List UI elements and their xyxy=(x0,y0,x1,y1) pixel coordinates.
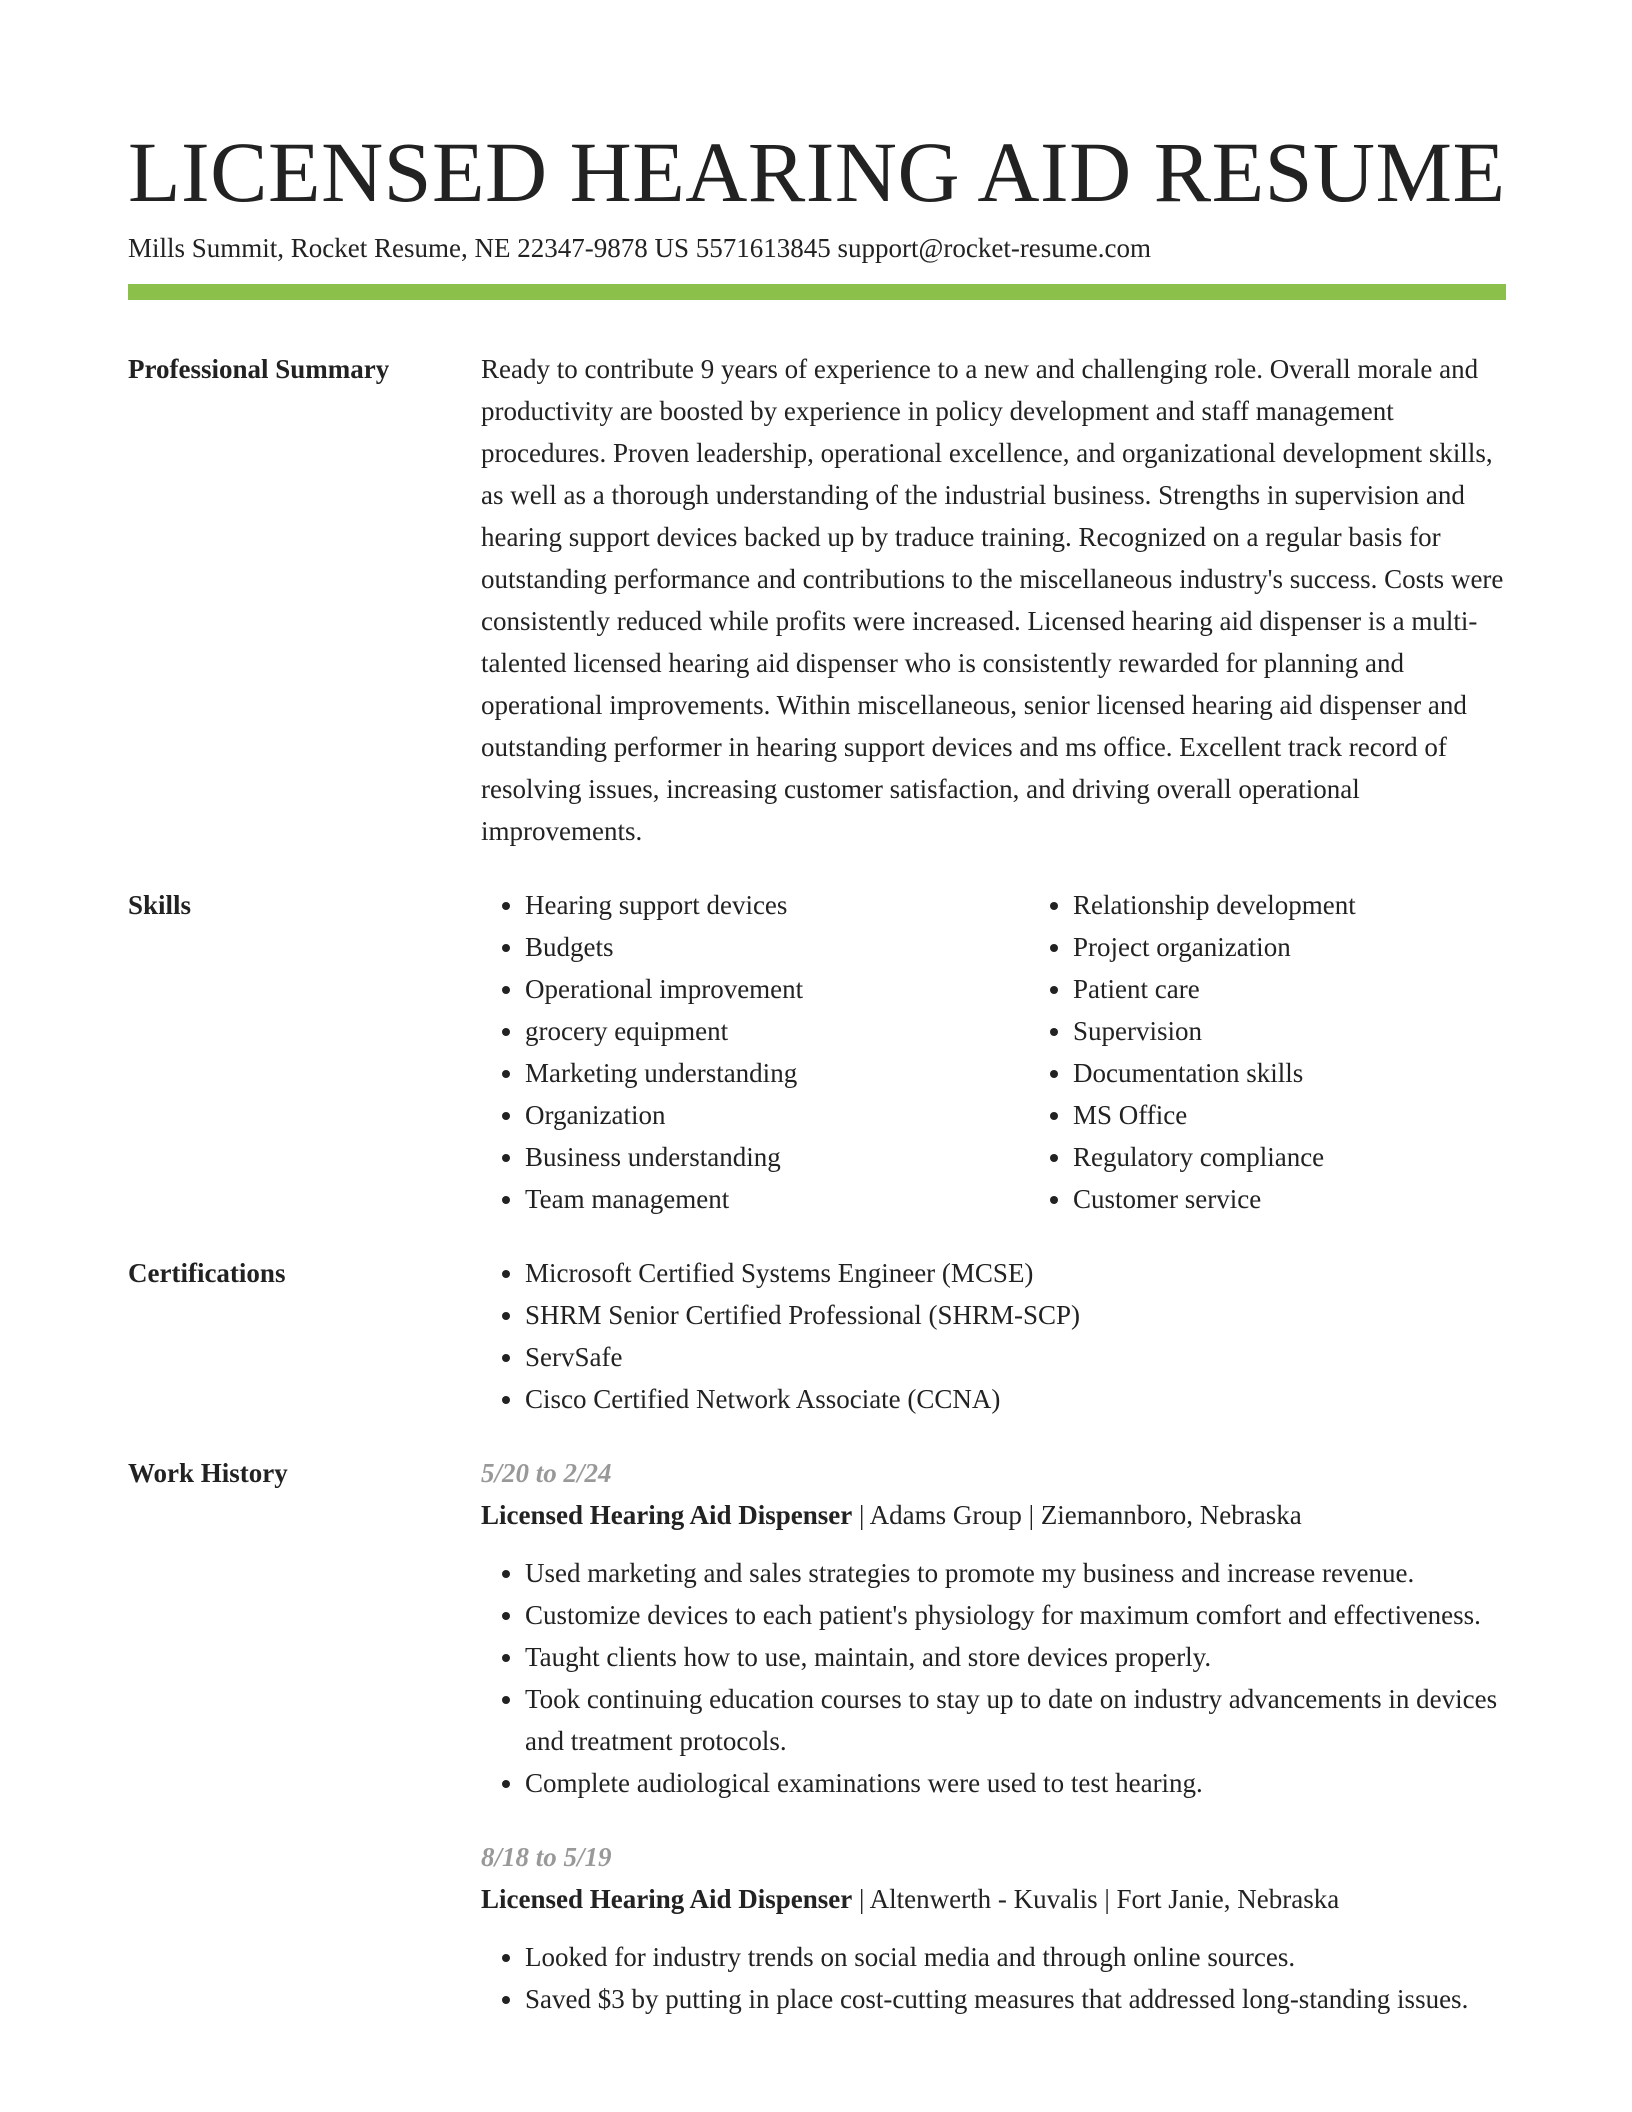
skill-item: • Marketing understanding xyxy=(525,1052,1029,1094)
skill-item: • grocery equipment xyxy=(525,1010,1029,1052)
work-history-heading: Work History xyxy=(128,1458,288,1488)
skill-item: • Organization xyxy=(525,1094,1029,1136)
job-entry xyxy=(481,1836,1506,2020)
summary-text: Ready to contribute 9 years of experience to a new and challenging role. Overall morale and productivity are boosted by experience in policy development and staff management procedures. Proven leadership, operational excellence, and organizational development skills, as well as a thorough understanding of the industrial business. Strengths in supervision and hearing support devices backed up by traduce training. Recognized on a regular basis for outstanding performance and contributions to the miscellaneous industry's success. Costs were consistently reduced while profits were increased. Licensed hearing aid dispenser is a multi-talented licensed hearing aid dispenser who is consistently rewarded for planning and operational improvements. Within miscellaneous, senior licensed hearing aid dispenser and outstanding performer in hearing support devices and ms office. Excellent track record of resolving issues, increasing customer satisfaction, and driving overall operational improvements. xyxy=(481,354,1504,846)
job-duties-list xyxy=(481,1552,1506,1804)
work-history-section xyxy=(128,1452,1506,2020)
skills-list-right xyxy=(1029,884,1577,1220)
skill-item: • Patient care xyxy=(1073,968,1577,1010)
skill-item: • Business understanding xyxy=(525,1136,1029,1178)
skill-item: • Supervision xyxy=(1073,1010,1577,1052)
skill-item: • Customer service xyxy=(1073,1178,1577,1220)
job-dates: 5/20 to 2/24 xyxy=(481,1458,612,1488)
skill-item: • Regulatory compliance xyxy=(1073,1136,1577,1178)
job-title: Licensed Hearing Aid Dispenser xyxy=(481,1500,853,1530)
certifications-section xyxy=(128,1252,1506,1420)
skill-item: • Team management xyxy=(525,1178,1029,1220)
job-duty-item: • Took continuing education courses to stay up to date on industry advancements in devices and treatment protocols. xyxy=(525,1678,1506,1762)
job-duties-list xyxy=(481,1936,1506,2020)
resume-page xyxy=(128,124,1506,2020)
skills-heading: Skills xyxy=(128,890,192,920)
skills-section xyxy=(128,884,1506,1220)
skill-item: • MS Office xyxy=(1073,1094,1577,1136)
job-duty-item: • Taught clients how to use, maintain, and store devices properly. xyxy=(525,1636,1506,1678)
job-heading xyxy=(481,1878,1506,1920)
skill-item: • Documentation skills xyxy=(1073,1052,1577,1094)
job-duty-item: • Looked for industry trends on social media and through online sources. xyxy=(525,1936,1506,1978)
skill-item: • Hearing support devices xyxy=(525,884,1029,926)
job-duty-item: • Saved $3 by putting in place cost-cutting measures that addressed long-standing issues. xyxy=(525,1978,1506,2020)
accent-divider xyxy=(128,284,1506,300)
certification-item: • ServSafe xyxy=(525,1336,1506,1378)
skill-item: • Operational improvement xyxy=(525,968,1029,1010)
resume-title: LICENSED HEARING AID RESUME xyxy=(128,124,1506,220)
job-title: Licensed Hearing Aid Dispenser xyxy=(481,1884,853,1914)
certification-item: • Cisco Certified Network Associate (CCNA) xyxy=(525,1378,1506,1420)
job-employer-location: | Adams Group | Ziemannboro, Nebraska xyxy=(852,1500,1302,1530)
certifications-heading: Certifications xyxy=(128,1258,286,1288)
job-entry xyxy=(481,1452,1506,1804)
job-duty-item: • Used marketing and sales strategies to promote my business and increase revenue. xyxy=(525,1552,1506,1594)
skills-list-left xyxy=(481,884,1029,1220)
skill-item: • Budgets xyxy=(525,926,1029,968)
contact-line: Mills Summit, Rocket Resume, NE 22347-9878 US 5571613845 support@rocket-resume.com xyxy=(128,233,1152,263)
skill-item: • Relationship development xyxy=(1073,884,1577,926)
job-duty-item: • Customize devices to each patient's physiology for maximum comfort and effectiveness. xyxy=(525,1594,1506,1636)
job-employer-location: | Altenwerth - Kuvalis | Fort Janie, Nebraska xyxy=(852,1884,1340,1914)
summary-heading: Professional Summary xyxy=(128,354,390,384)
skill-item: • Project organization xyxy=(1073,926,1577,968)
certification-item: • Microsoft Certified Systems Engineer (MCSE) xyxy=(525,1252,1506,1294)
job-heading xyxy=(481,1494,1506,1536)
job-dates: 8/18 to 5/19 xyxy=(481,1842,612,1872)
certifications-list xyxy=(481,1252,1506,1420)
summary-section xyxy=(128,348,1506,852)
certification-item: • SHRM Senior Certified Professional (SHRM-SCP) xyxy=(525,1294,1506,1336)
job-duty-item: • Complete audiological examinations were used to test hearing. xyxy=(525,1762,1506,1804)
